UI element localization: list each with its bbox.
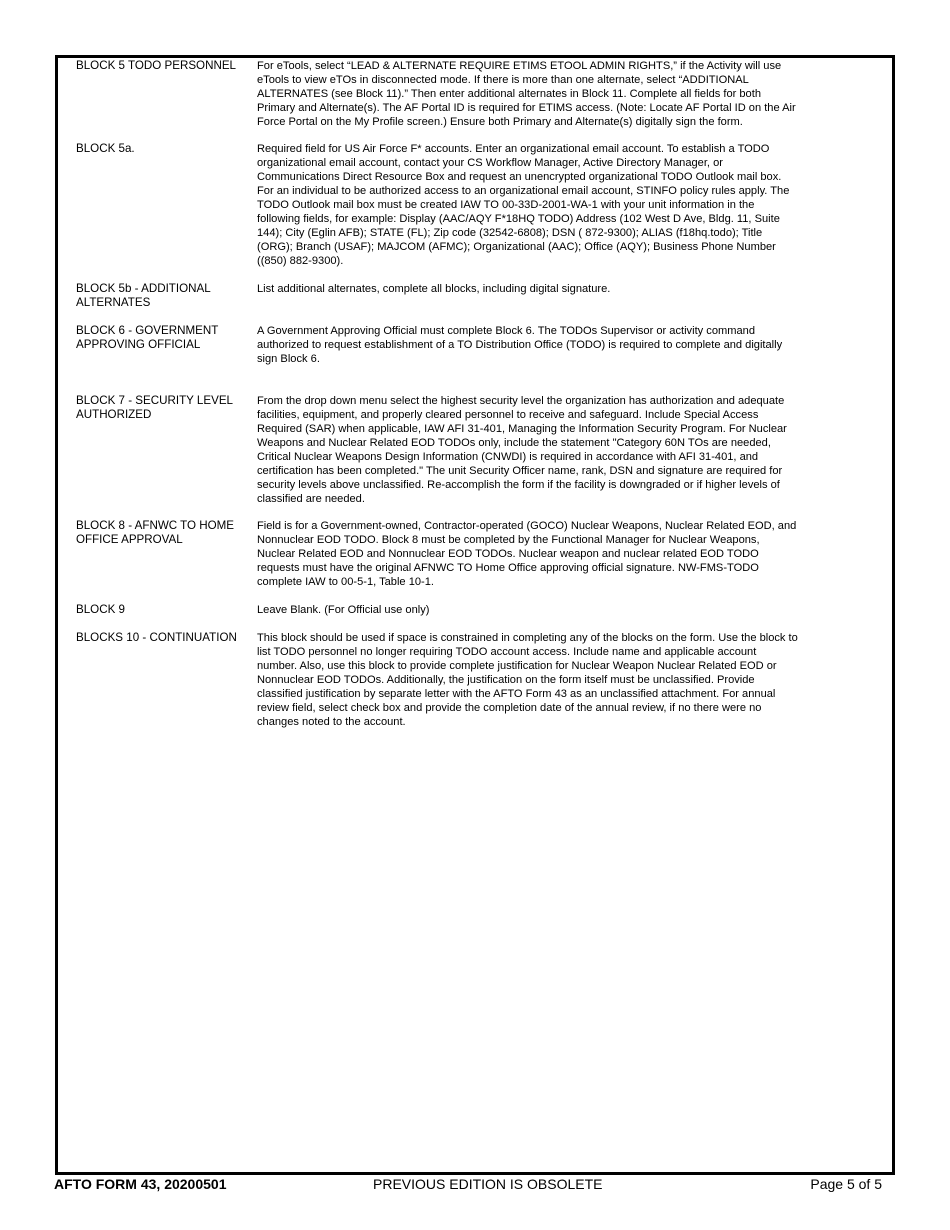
block-row — [76, 631, 830, 731]
block-row — [76, 282, 830, 324]
block-label: BLOCK 5 TODO PERSONNEL — [76, 59, 237, 72]
block-description: Field is for a Government-owned, Contractor-operated (GOCO) Nuclear Weapons, Nuclear Related EOD, and Nonnuclear EOD TODO. Block 8 must be completed by the Functional Manager for Nuclear Weapons, Nuclear Related EOD and Nonnuclear EOD TODOs. Nuclear weapon and nuclear related EOD TODO requests must have the original AFNWC TO Home Office approving official signature. NW-FMS-TODO complete IAW to 00-5-1, Table 10-1. — [257, 520, 797, 588]
block-description: A Government Approving Official must complete Block 6. The TODOs Supervisor or activity command authorized to request establishment of a TO Distribution Office (TODO) is required to complete and digitally sign Block 6. — [257, 325, 783, 365]
block-description: Required field for US Air Force F* accounts. Enter an organizational email account. To establish a TODO organizational email account, contact your CS Workflow Manager, Active Directory Manager, or Communications Direct Resource Box and request an unencrypted organizational TODO Outlook mail box. For an individual to be authorized access to an organizational email account, STINFO policy rules apply. The TODO Outlook mail box must be created IAW TO 00-33D-2001-WA-1 with your unit information in the following fields, for example: Display (AAC/AQY F*18HQ TODO) Address (102 West D Ave, Bldg. 11, Suite 144); City (Eglin AFB); STATE (FL); Zip code (32542-6808); DSN ( 872-9300); ALIAS (f18hq.todo); Title (ORG); Branch (USAF); MAJCOM (AFMC); Organizational (AAC); Office (AQY); Business Phone Number ((850) 882-9300). — [257, 143, 790, 267]
edition-notice: PREVIOUS EDITION IS OBSOLETE — [373, 1176, 603, 1192]
block-label: BLOCK 8 - AFNWC TO HOME OFFICE APPROVAL — [76, 519, 235, 546]
block-label: BLOCK 5a. — [76, 142, 135, 155]
block-label: BLOCK 7 - SECURITY LEVEL AUTHORIZED — [76, 394, 234, 421]
block-label: BLOCK 6 - GOVERNMENT APPROVING OFFICIAL — [76, 324, 219, 351]
block-row — [76, 519, 830, 603]
block-description: Leave Blank. (For Official use only) — [257, 604, 430, 616]
block-label: BLOCK 9 — [76, 603, 125, 616]
block-row — [76, 394, 830, 519]
page-number: Page 5 of 5 — [810, 1176, 882, 1192]
block-description: This block should be used if space is constrained in completing any of the blocks on the form. Use the block to list TODO personnel no longer requiring TODO account access. Include name and applicable account number. Also, use this block to provide complete justification for Nuclear Weapon Nuclear Related EOD or Nonnuclear EOD TODOs. Additionally, the justification on the form itself must be unclassified. Provide classified justification by separate letter with the AFTO Form 43 as an unclassified attachment. For annual review field, select check box and provide the completion date of the annual review, if no there were no changes noted to the account. — [257, 632, 798, 728]
block-description: For eTools, select “LEAD & ALTERNATE REQUIRE ETIMS ETOOL ADMIN RIGHTS,” if the Activity will use eTools to view eTOs in disconnected mode. If there is more than one alternate, select “ADDITIONAL ALTERNATES (see Block 11).” Then enter additional alternates in Block 11. Complete all fields for both Primary and Alternate(s). The AF Portal ID is required for ETIMS access. (Note: Locate AF Portal ID on the Air Force Portal on the My Profile screen.) Ensure both Primary and Alternate(s) digitally sign the form. — [257, 60, 796, 128]
form-identifier: AFTO FORM 43, 20200501 — [54, 1176, 227, 1192]
block-label: BLOCK 5b - ADDITIONAL ALTERNATES — [76, 282, 211, 309]
block-description: From the drop down menu select the highest security level the organization has authorization and adequate facilities, equipment, and properly cleared personnel to receive and safeguard. Include Special Access Required (SAR) when applicable, IAW AFI 31-401, Managing the Information Security Program. For Nuclear Weapons and Nuclear Related EOD TODOs only, include the statement "Category 60N TOs are needed, Critical Nuclear Weapons Design Information (CNWDI) is required in accordance with AFI 31-401, and certification has been completed." The unit Security Officer name, rank, DSN and signature are required for security levels above unclassified. Re-accomplish the form if the facility is downgraded or if higher levels of classified are needed. — [257, 395, 787, 505]
page-footer — [0, 1176, 950, 1196]
block-label: BLOCKS 10 - CONTINUATION — [76, 631, 237, 644]
block-row — [76, 324, 830, 394]
block-row — [76, 603, 830, 631]
block-row — [76, 142, 830, 282]
instructions-table — [76, 59, 830, 731]
block-description: List additional alternates, complete all blocks, including digital signature. — [257, 283, 611, 295]
block-row — [76, 59, 830, 142]
